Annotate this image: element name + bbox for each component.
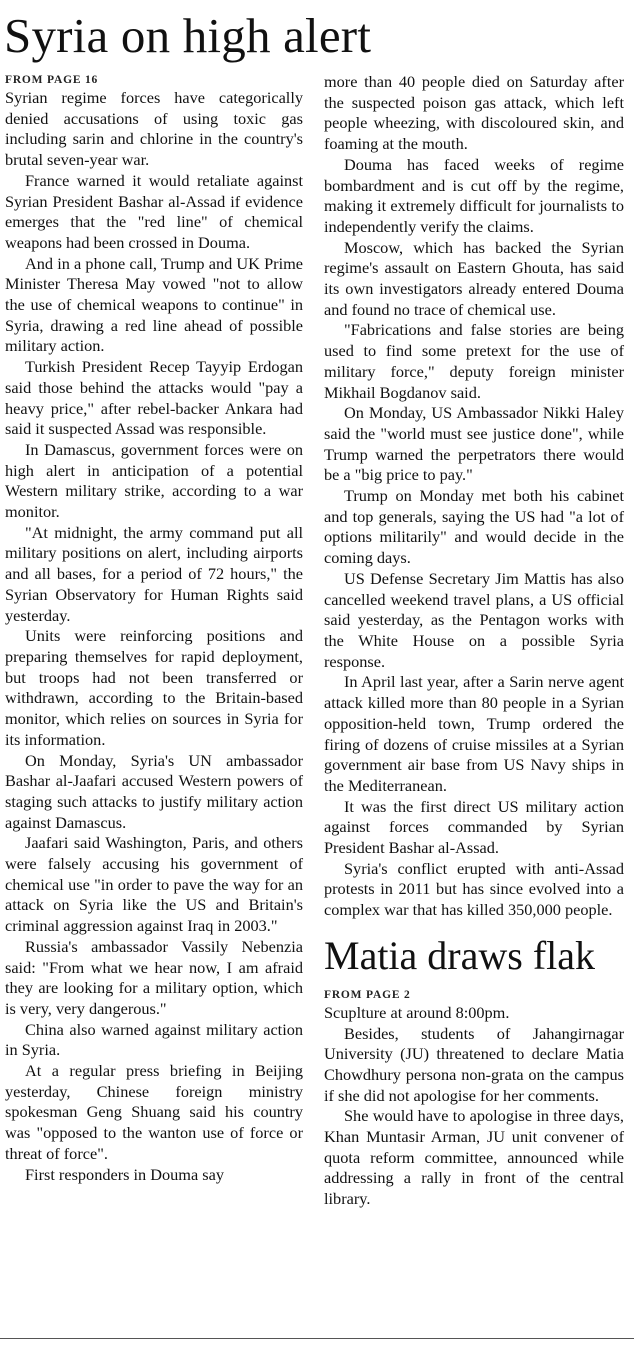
article-column-2 bbox=[324, 72, 624, 1210]
paragraph: "Fabrications and false stories are being used to find some pretext for the use of military force," deputy foreign minister Mikhail Bogdanov said. bbox=[324, 320, 624, 402]
bottom-divider bbox=[0, 1338, 634, 1339]
paragraph: On Monday, US Ambassador Nikki Haley said the "world must see justice done", while Trump warned the perpetrators there would be a "big price to pay." bbox=[324, 403, 624, 485]
paragraph: Jaafari said Washington, Paris, and others were falsely accusing his government of chemical use "in order to pave the way for an attack on Syria like the US and Britain's criminal aggression against Iraq in 2003." bbox=[5, 833, 303, 936]
paragraph: "At midnight, the army command put all military positions on alert, including airports and all bases, for a period of 72 hours," the Syrian Observatory for Human Rights said yesterday. bbox=[5, 522, 303, 625]
paragraph: US Defense Secretary Jim Mattis has also cancelled weekend travel plans, a US official said yesterday, as the Pentagon works with the White House on a possible Syria response. bbox=[324, 568, 624, 671]
from-page-kicker: FROM PAGE 2 bbox=[324, 988, 411, 1001]
paragraph: Douma has faced weeks of regime bombardment and is cut off by the regime, making it extremely difficult for journalists to independently verify the claims. bbox=[324, 154, 624, 236]
paragraph: Scuplture at around 8:00pm. bbox=[324, 1002, 510, 1022]
headline-syria-on-high-alert: Syria on high alert bbox=[4, 8, 372, 63]
paragraph: Turkish President Recep Tayyip Erdogan said those behind the attacks would "pay a heavy price," after rebel-backer Ankara had said it suspected Assad was responsible. bbox=[5, 357, 303, 439]
paragraph: China also warned against military action in Syria. bbox=[5, 1019, 303, 1060]
paragraph: Russia's ambassador Vassily Nebenzia said: "From what we hear now, I am afraid they are looking for a military option, which is very, very dangerous." bbox=[5, 936, 303, 1018]
paragraph: Syrian regime forces have categorically denied accusations of using toxic gas including sarin and chlorine in the country's brutal seven-year war. bbox=[5, 88, 303, 170]
paragraph: Syria's conflict erupted with anti-Assad protests in 2011 but has since evolved into a complex war that has killed 350,000 people. bbox=[324, 858, 624, 920]
paragraph: Besides, students of Jahangirnagar University (JU) threatened to declare Matia Chowdhury persona non-grata on the campus if she did not apologise for her comments. bbox=[324, 1023, 624, 1105]
paragraph: more than 40 people died on Saturday after the suspected poison gas attack, which left people wheezing, with discoloured skin, and foaming at the mouth. bbox=[324, 72, 624, 154]
paragraph: France warned it would retaliate against Syrian President Bashar al-Assad if evidence emerges that the "red line" of chemical weapons had been crossed in Douma. bbox=[5, 170, 303, 252]
from-page-kicker: FROM PAGE 16 bbox=[5, 74, 99, 86]
paragraph: Moscow, which has backed the Syrian regime's assault on Eastern Ghouta, has said its own investigators already entered Douma and found no trace of chemical use. bbox=[324, 237, 624, 319]
paragraph: She would have to apologise in three days, Khan Muntasir Arman, JU unit convener of quota reform committee, announced while addressing a rally in front of the central library. bbox=[324, 1106, 624, 1209]
paragraph: Units were reinforcing positions and preparing themselves for rapid deployment, but troops had not been transferred or withdrawn, according to the Britain-based monitor, which relies on sources in Syria for its information. bbox=[5, 626, 303, 749]
paragraph: In April last year, after a Sarin nerve agent attack killed more than 80 people in a Syrian opposition-held town, Trump ordered the firing of dozens of cruise missiles at a Syrian government air base from US Navy ships in the Mediterranean. bbox=[324, 672, 624, 795]
paragraph: And in a phone call, Trump and UK Prime Minister Theresa May vowed "not to allow the use of chemical weapons to continue" in Syria, drawing a red line ahead of possible military action. bbox=[5, 253, 303, 356]
paragraph: First responders in Douma say bbox=[25, 1164, 224, 1184]
article-column-1 bbox=[5, 72, 303, 1185]
paragraph: On Monday, Syria's UN ambassador Bashar al-Jaafari accused Western powers of staging such attacks to justify military action against Damascus. bbox=[5, 750, 303, 832]
paragraph: It was the first direct US military action against forces commanded by Syrian President Bashar al-Assad. bbox=[324, 796, 624, 858]
paragraph: In Damascus, government forces were on high alert in anticipation of a potential Western military strike, according to a war monitor. bbox=[5, 439, 303, 522]
paragraph: At a regular press briefing in Beijing yesterday, Chinese foreign ministry spokesman Geng Shuang said his country was "opposed to the wanton use of force or threat of force". bbox=[5, 1061, 303, 1163]
headline-matia-draws-flak: Matia draws flak bbox=[324, 932, 596, 978]
paragraph: Trump on Monday met both his cabinet and top generals, saying the US had "a lot of options militarily" and would decide in the coming days. bbox=[324, 486, 624, 568]
